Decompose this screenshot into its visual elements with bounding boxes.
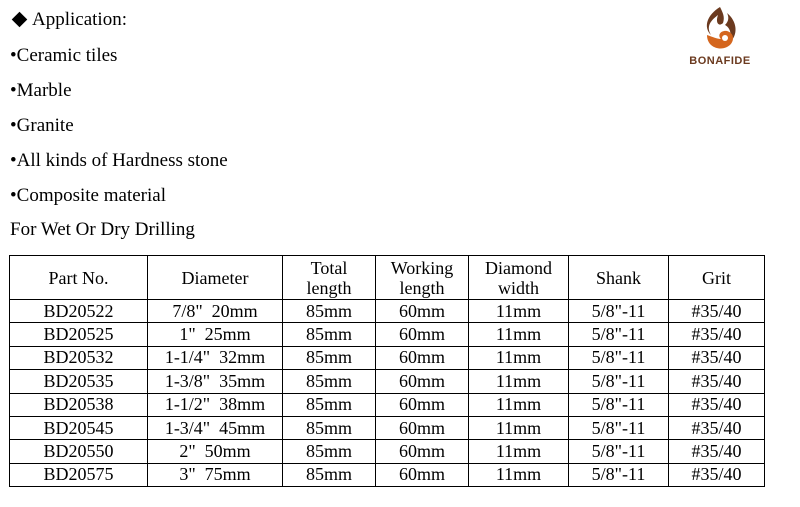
cell-diamond-width: 11mm [469, 300, 569, 323]
diamond-bullet-icon [12, 12, 28, 28]
header-grit: Grit [669, 256, 765, 300]
cell-part-no: BD20545 [10, 416, 148, 439]
cell-working-length: 60mm [376, 370, 469, 393]
cell-shank: 5/8"-11 [569, 323, 669, 346]
cell-diameter: 1-1/2" 38mm [148, 393, 283, 416]
cell-diameter: 1-3/4" 45mm [148, 416, 283, 439]
application-item: •Marble [10, 80, 72, 101]
cell-shank: 5/8"-11 [569, 393, 669, 416]
cell-working-length: 60mm [376, 346, 469, 369]
cell-part-no: BD20525 [10, 323, 148, 346]
table-row [10, 463, 765, 486]
cell-grit: #35/40 [669, 416, 765, 439]
cell-diameter: 7/8" 20mm [148, 300, 283, 323]
application-heading-text: Application: [32, 9, 127, 30]
cell-total-length: 85mm [283, 370, 376, 393]
cell-total-length: 85mm [283, 323, 376, 346]
cell-part-no: BD20532 [10, 346, 148, 369]
cell-working-length: 60mm [376, 440, 469, 463]
application-item: •Ceramic tiles [10, 45, 118, 66]
bonafide-logo [675, 5, 765, 70]
cell-grit: #35/40 [669, 370, 765, 393]
spec-table [9, 255, 765, 487]
header-diameter: Diameter [148, 256, 283, 300]
header-total-line2: length [306, 277, 352, 298]
table-row [10, 323, 765, 346]
drilling-note: For Wet Or Dry Drilling [10, 219, 195, 240]
cell-diamond-width: 11mm [469, 463, 569, 486]
cell-total-length: 85mm [283, 346, 376, 369]
header-diamond-width [469, 256, 569, 300]
header-diamond-line2: width [497, 277, 539, 298]
header-working-length [376, 256, 469, 300]
cell-part-no: BD20550 [10, 440, 148, 463]
cell-grit: #35/40 [669, 300, 765, 323]
cell-grit: #35/40 [669, 346, 765, 369]
cell-total-length: 85mm [283, 416, 376, 439]
cell-grit: #35/40 [669, 393, 765, 416]
table-row [10, 393, 765, 416]
cell-shank: 5/8"-11 [569, 300, 669, 323]
table-row [10, 416, 765, 439]
flame-logo-icon [697, 5, 743, 53]
application-item: •Granite [10, 115, 74, 136]
cell-part-no: BD20522 [10, 300, 148, 323]
cell-grit: #35/40 [669, 463, 765, 486]
cell-diameter: 1" 25mm [148, 323, 283, 346]
application-item: •All kinds of Hardness stone [10, 150, 228, 171]
cell-diameter: 1-3/8" 35mm [148, 370, 283, 393]
cell-grit: #35/40 [669, 323, 765, 346]
table-row [10, 300, 765, 323]
cell-working-length: 60mm [376, 393, 469, 416]
cell-diamond-width: 11mm [469, 393, 569, 416]
table-row [10, 440, 765, 463]
header-total-length [283, 256, 376, 300]
header-part-no: Part No. [10, 256, 148, 300]
header-diamond-line1: Diamond [485, 257, 552, 278]
cell-diameter: 2" 50mm [148, 440, 283, 463]
cell-diamond-width: 11mm [469, 323, 569, 346]
cell-grit: #35/40 [669, 440, 765, 463]
table-header-row [10, 256, 765, 300]
cell-diameter: 3" 75mm [148, 463, 283, 486]
header-working-line1: Working [390, 257, 454, 278]
cell-working-length: 60mm [376, 416, 469, 439]
cell-working-length: 60mm [376, 323, 469, 346]
cell-part-no: BD20538 [10, 393, 148, 416]
application-heading [10, 9, 127, 31]
table-row [10, 346, 765, 369]
cell-shank: 5/8"-11 [569, 440, 669, 463]
cell-shank: 5/8"-11 [569, 416, 669, 439]
cell-diamond-width: 11mm [469, 416, 569, 439]
header-total-line1: Total [310, 257, 348, 278]
cell-diamond-width: 11mm [469, 370, 569, 393]
cell-diamond-width: 11mm [469, 346, 569, 369]
header-shank: Shank [569, 256, 669, 300]
cell-working-length: 60mm [376, 463, 469, 486]
cell-diameter: 1-1/4" 32mm [148, 346, 283, 369]
cell-shank: 5/8"-11 [569, 463, 669, 486]
table-row [10, 370, 765, 393]
logo-text: BONAFIDE [689, 55, 751, 67]
cell-working-length: 60mm [376, 300, 469, 323]
header-working-line2: length [399, 277, 445, 298]
cell-shank: 5/8"-11 [569, 370, 669, 393]
cell-total-length: 85mm [283, 463, 376, 486]
cell-part-no: BD20575 [10, 463, 148, 486]
cell-shank: 5/8"-11 [569, 346, 669, 369]
cell-diamond-width: 11mm [469, 440, 569, 463]
cell-total-length: 85mm [283, 393, 376, 416]
cell-total-length: 85mm [283, 440, 376, 463]
application-item: •Composite material [10, 185, 166, 206]
cell-total-length: 85mm [283, 300, 376, 323]
cell-part-no: BD20535 [10, 370, 148, 393]
